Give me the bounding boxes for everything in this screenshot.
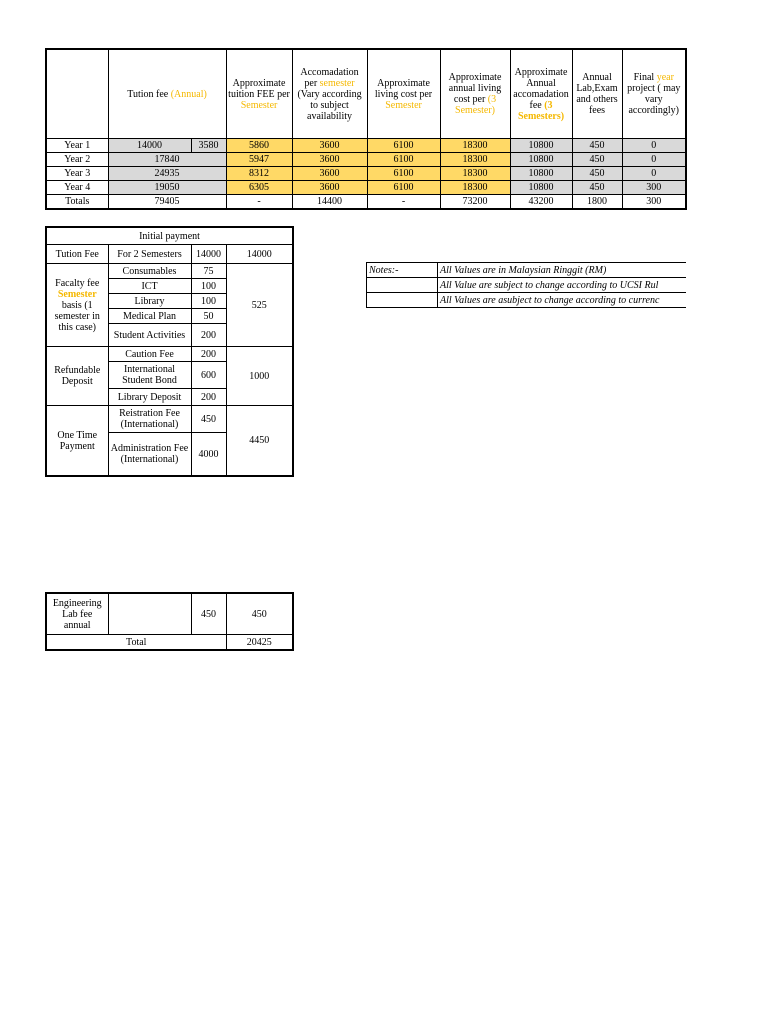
initial-payment-table (45, 226, 294, 477)
note-line: All Value are subject to change according to UCSI Rul (438, 278, 686, 293)
extra-cell: 3580 (191, 139, 226, 153)
list-item: Consumables (108, 264, 191, 279)
totals-final: 300 (622, 195, 686, 210)
list-item-amount: 200 (191, 389, 226, 406)
tuition-cell: 19050 (108, 181, 226, 195)
list-item: Caution Fee (108, 347, 191, 362)
notes-label: Notes:- (367, 263, 438, 278)
header-final-project: Final year project ( may vary accordingly) (622, 49, 686, 139)
engineering-lab-label: Engineering Lab fee annual (46, 593, 108, 635)
accommodation-cell: 3600 (292, 167, 367, 181)
annual-living-cell: 18300 (440, 153, 510, 167)
list-item-amount: 75 (191, 264, 226, 279)
tuition-fee-subtotal: 14000 (226, 245, 293, 264)
living-cell: 6100 (367, 139, 440, 153)
list-item: Library (108, 294, 191, 309)
engineering-amount: 450 (191, 593, 226, 635)
totals-semester: - (226, 195, 292, 210)
list-item: ICT (108, 279, 191, 294)
list-item: Administration Fee (International) (108, 433, 191, 477)
semester-fee-cell: 8312 (226, 167, 292, 181)
accommodation-cell: 3600 (292, 181, 367, 195)
header-living-semester: Approximate living cost per Semester (367, 49, 440, 139)
semester-fee-cell: 5860 (226, 139, 292, 153)
row-label: Year 2 (46, 153, 108, 167)
list-item-amount: 450 (191, 406, 226, 433)
annual-living-cell: 18300 (440, 139, 510, 153)
annual-living-cell: 18300 (440, 181, 510, 195)
list-item-amount: 100 (191, 294, 226, 309)
final-cell: 300 (622, 181, 686, 195)
totals-label: Totals (46, 195, 108, 210)
list-item: International Student Bond (108, 362, 191, 389)
lab-cell: 450 (572, 167, 622, 181)
list-item-amount: 100 (191, 279, 226, 294)
row-label: Year 1 (46, 139, 108, 153)
list-item: Student Activities (108, 324, 191, 347)
list-item-amount: 200 (191, 324, 226, 347)
engineering-blank (108, 593, 191, 635)
refundable-deposit-label: Refundable Deposit (46, 347, 108, 406)
list-item-amount: 4000 (191, 433, 226, 477)
grand-total-value: 20425 (226, 635, 293, 651)
engineering-subtotal: 450 (226, 593, 293, 635)
tuition-cell: 17840 (108, 153, 226, 167)
table-row (46, 167, 686, 181)
lab-cell: 450 (572, 181, 622, 195)
list-item-amount: 600 (191, 362, 226, 389)
final-cell: 0 (622, 139, 686, 153)
note-line: All Values are in Malaysian Ringgit (RM) (438, 263, 686, 278)
totals-annual-living: 73200 (440, 195, 510, 210)
living-cell: 6100 (367, 153, 440, 167)
deposit-subtotal: 1000 (226, 347, 293, 406)
header-approx-tuition: Approximate tuition FEE per Semester (226, 49, 292, 139)
notes-table (366, 262, 686, 308)
tuition-fee-desc: For 2 Semesters (108, 245, 191, 264)
accommodation-cell: 3600 (292, 153, 367, 167)
row-label: Year 4 (46, 181, 108, 195)
one-time-subtotal: 4450 (226, 406, 293, 477)
tuition-fee-label: Tution Fee (46, 245, 108, 264)
tuition-fee-amount: 14000 (191, 245, 226, 264)
list-item-amount: 50 (191, 309, 226, 324)
semester-fee-cell: 5947 (226, 153, 292, 167)
totals-lab: 1800 (572, 195, 622, 210)
totals-living: - (367, 195, 440, 210)
lab-cell: 450 (572, 153, 622, 167)
header-accommodation: Accomadation per semester (Vary according to subject availability (292, 49, 367, 139)
notes-blank (367, 278, 438, 293)
totals-tuition: 79405 (108, 195, 226, 210)
table-row (46, 139, 686, 153)
faculty-fee-subtotal: 525 (226, 264, 293, 347)
notes-blank (367, 293, 438, 308)
header-lab-exam: Annual Lab,Exam and others fees (572, 49, 622, 139)
annual-accommodation-cell: 10800 (510, 181, 572, 195)
grand-total-label: Total (46, 635, 226, 651)
table-row (46, 181, 686, 195)
annual-accommodation-cell: 10800 (510, 167, 572, 181)
annual-accommodation-cell: 10800 (510, 139, 572, 153)
header-annual-accommodation: Approximate Annual accomadation fee (3 Semesters) (510, 49, 572, 139)
annual-accommodation-cell: 10800 (510, 153, 572, 167)
header-living-annual: Approximate annual living cost per (3 Semester) (440, 49, 510, 139)
list-item-amount: 200 (191, 347, 226, 362)
tuition-cell: 14000 (108, 139, 191, 153)
header-tuition-fee: Tution fee (Annual) (108, 49, 226, 139)
totals-accommodation: 14400 (292, 195, 367, 210)
living-cell: 6100 (367, 167, 440, 181)
faculty-fee-label: Facalty fee Semester basis (1 semester in this case) (46, 264, 108, 347)
tuition-cell: 24935 (108, 167, 226, 181)
final-cell: 0 (622, 153, 686, 167)
list-item: Medical Plan (108, 309, 191, 324)
engineering-lab-table (45, 592, 294, 651)
totals-annual-accommodation: 43200 (510, 195, 572, 210)
note-line: All Values are asubject to change according to currenc (438, 293, 686, 308)
row-label: Year 3 (46, 167, 108, 181)
living-cell: 6100 (367, 181, 440, 195)
one-time-payment-label: One Time Payment (46, 406, 108, 477)
lab-cell: 450 (572, 139, 622, 153)
fee-summary-table (45, 48, 687, 210)
table-row (46, 153, 686, 167)
list-item: Library Deposit (108, 389, 191, 406)
accommodation-cell: 3600 (292, 139, 367, 153)
initial-payment-title: Initial payment (46, 227, 293, 245)
semester-fee-cell: 6305 (226, 181, 292, 195)
totals-row (46, 195, 686, 210)
header-blank (46, 49, 108, 139)
final-cell: 0 (622, 167, 686, 181)
list-item: Reistration Fee (International) (108, 406, 191, 433)
annual-living-cell: 18300 (440, 167, 510, 181)
